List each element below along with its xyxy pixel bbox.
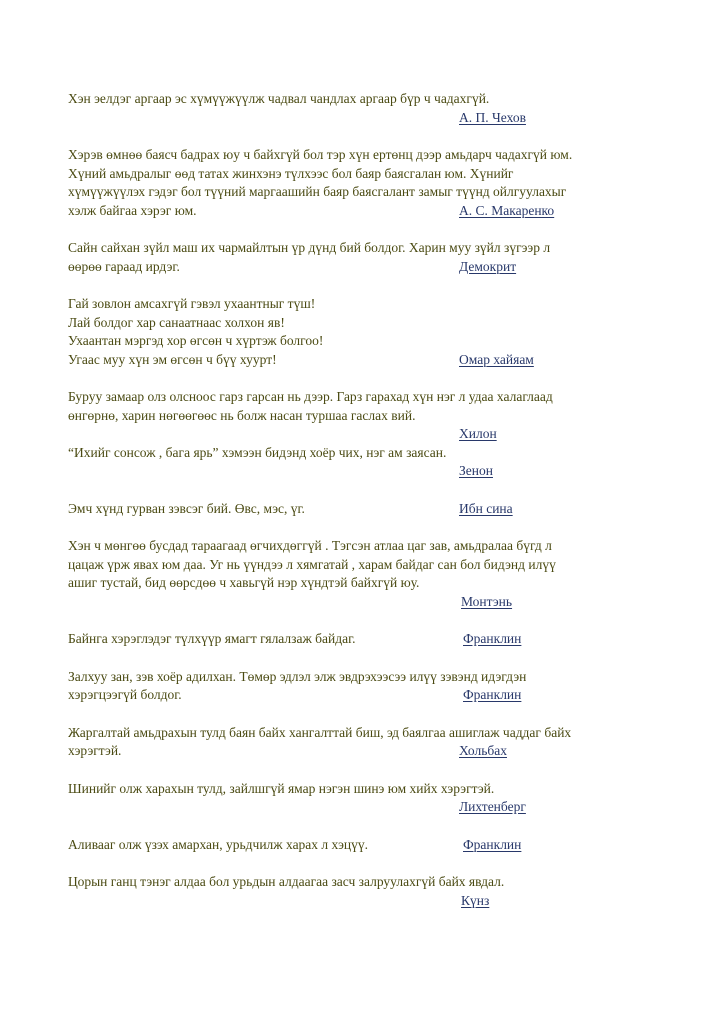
author-link[interactable]: А. С. Макаренко	[459, 202, 555, 218]
quote-text: хэрэгцээгүй болдог.	[68, 687, 182, 702]
quote-text: Байнга хэрэглэдэг түлхүүр ямагт гялалзаж байдаг.	[68, 631, 356, 646]
author-row	[68, 202, 698, 221]
quote-text: Ухаантан мэргэд хор өгсөн ч хүртэж болгоо!	[68, 333, 324, 348]
author-link[interactable]: Зенон	[459, 463, 493, 478]
author-link[interactable]: Хольбах	[459, 743, 507, 758]
author-link[interactable]: Хилон	[459, 426, 497, 441]
author-row	[68, 351, 698, 370]
author-link[interactable]: Демокрит	[459, 258, 517, 274]
quote-block	[68, 780, 698, 817]
quote-block	[68, 500, 698, 519]
quote-block	[68, 873, 698, 910]
quote-text: хүмүүжүүлэх гэдэг бол түүний маргаашийн баяр баясгалант замыг түүнд ойлгуулахыг	[68, 184, 567, 199]
quote-text: Сайн сайхан зүйл маш их чармайлтын үр дүнд бий болдог. Харин муу зүйл зүгээр л	[68, 240, 551, 255]
quote-text: Лай болдог хар санаатнаас холхон яв!	[68, 314, 285, 330]
author-link[interactable]: Франклин	[463, 687, 522, 702]
author-row	[68, 425, 698, 444]
quote-text: Цорын ганц тэнэг алдаа бол урьдын алдаагаа засч залруулахгүй байх явдал.	[68, 874, 505, 889]
author-link[interactable]: Күнз	[461, 892, 490, 908]
author-row	[68, 500, 698, 519]
quote-text: Аливааг олж үзэх амархан, урьдчилж харах л хэцүү.	[68, 836, 368, 852]
quote-block	[68, 388, 698, 444]
author-link[interactable]: Франклин	[463, 631, 522, 646]
author-row	[68, 462, 698, 481]
quote-text: ашиг тустай, бид өөрсдөө ч хавьгүй нэр хүндтэй байхгүй юу.	[68, 575, 420, 590]
quote-text: өнгөрнө, харин нөгөөгөөс нь болж насан туршаа гаслах вий.	[68, 407, 416, 423]
quote-text: Жаргалтай амьдрахын тулд баян байх хангалттай биш, эд баялгаа ашиглаж чаддаг байх	[68, 724, 572, 740]
author-link[interactable]: Монтэнь	[461, 593, 513, 609]
quote-text: Хэн ч мөнгөө бусдад тараагаад өгчихдөггүй . Тэгсэн атлаа цаг зав, амьдралаа бүгд л	[68, 538, 552, 553]
author-row	[68, 258, 698, 277]
author-row	[68, 109, 698, 128]
quote-text: өөрөө гараад ирдэг.	[68, 258, 180, 274]
quote-text: Буруу замаар олз олсноос гарз гарсан нь дээр. Гарз гарахад хүн нэг л удаа халаглаад	[68, 389, 553, 404]
quote-block	[68, 444, 698, 481]
author-row	[68, 686, 698, 705]
author-link[interactable]: А. П. Чехов	[459, 109, 526, 125]
quote-text: Хэн эелдэг аргаар эс хүмүүжүүлж чадвал чандлах аргаар бүр ч чадахгүй.	[68, 91, 490, 106]
quote-text: Эмч хүнд гурван зэвсэг бий. Өвс, мэс, үг.	[68, 500, 305, 516]
quote-block	[68, 90, 698, 127]
quote-text: Угаас муу хүн эм өгсөн ч бүү хуурт!	[68, 351, 277, 367]
quote-text: Хүний амьдралыг өөд татах жинхэнэ түлхээс бол баяр баясгалан юм. Хүнийг	[68, 165, 514, 181]
quote-block	[68, 239, 698, 276]
author-row	[68, 798, 698, 817]
quote-text: “Ихийг сонсож , бага ярь” хэмээн бидэнд хоёр чих, нэг ам заясан.	[68, 444, 447, 460]
quote-block	[68, 146, 698, 220]
quote-text: Шинийг олж харахын тулд, зайлшгүй ямар нэгэн шинэ юм хийх хэрэгтэй.	[68, 780, 495, 796]
quote-text: Залхуу зан, зэв хоёр адилхан. Төмөр эдлэл элж эвдрэхээсээ илүү зэвэнд идэгдэн	[68, 668, 527, 684]
author-link[interactable]: Франклин	[463, 836, 522, 852]
quote-text: Гай зовлон амсахгүй гэвэл ухаантныг түш!	[68, 296, 316, 311]
author-row	[68, 593, 698, 612]
author-link[interactable]: Омар хайяам	[459, 351, 534, 367]
author-row	[68, 630, 698, 649]
quote-block	[68, 537, 698, 611]
quote-text: цацаж үрж явах юм даа. Уг нь үүндээ л хямгатай , харам байдаг сан бол бидэнд илүү	[68, 556, 556, 572]
quote-text: хэрэгтэй.	[68, 743, 122, 758]
quote-block	[68, 724, 698, 761]
quote-text: Хэрэв өмнөө баясч бадрах юу ч байхгүй бол тэр хүн ертөнц дээр амьдарч чадахгүй юм.	[68, 147, 573, 162]
author-link[interactable]: Ибн сина	[459, 500, 513, 516]
quote-block	[68, 630, 698, 649]
quote-text: хэлж байгаа хэрэг юм.	[68, 202, 197, 218]
quote-block	[68, 295, 698, 369]
quote-block	[68, 836, 698, 855]
author-row	[68, 892, 698, 911]
quote-block	[68, 668, 698, 705]
author-row	[68, 836, 698, 855]
author-row	[68, 742, 698, 761]
author-link[interactable]: Лихтенберг	[459, 799, 526, 814]
